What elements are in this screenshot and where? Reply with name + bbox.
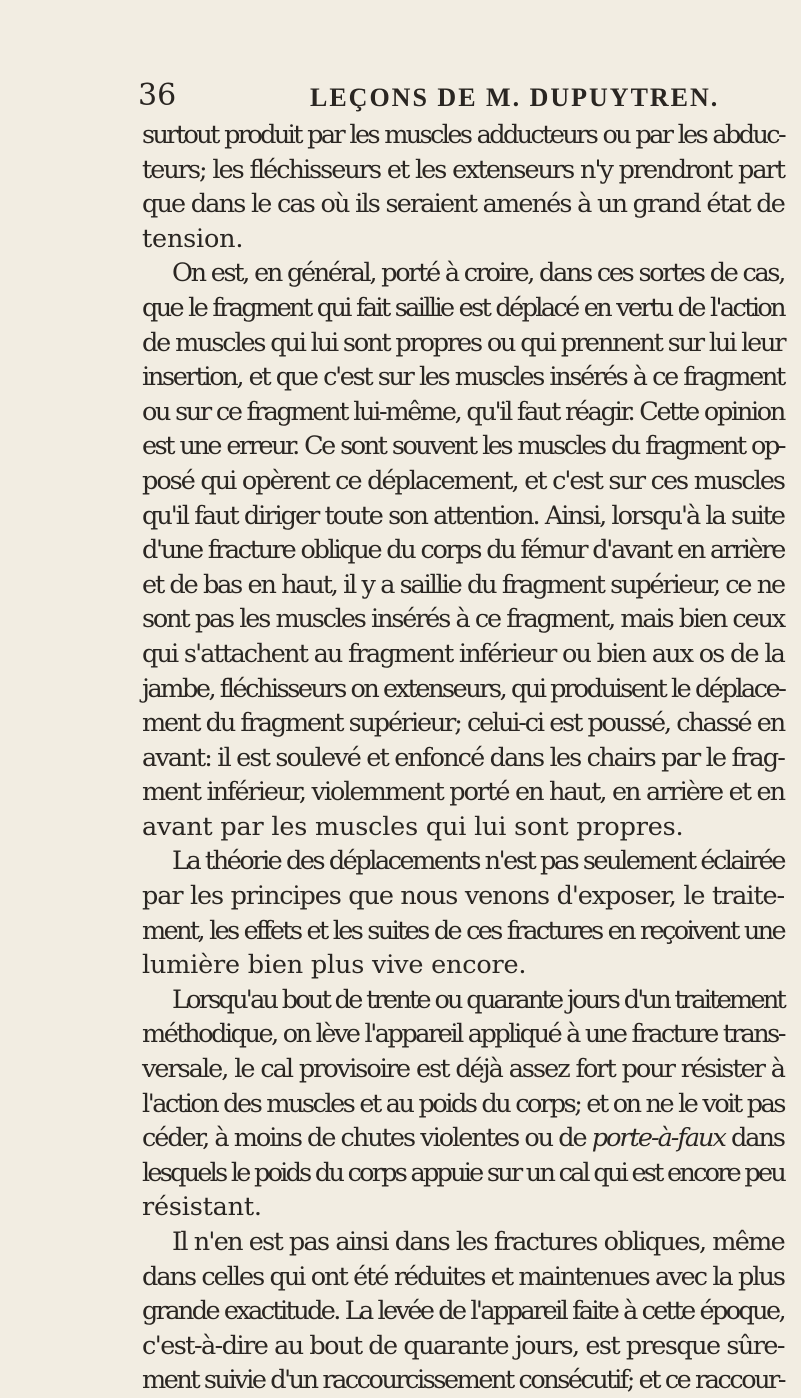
paragraph-start-line: Il n'en est pas ainsi dans les fractures obliques, même	[172, 1227, 784, 1257]
paragraph-start-line: Lorsqu'au bout de trente ou quarante jours d'un traitement	[172, 984, 784, 1015]
text-segment: dans	[730, 1123, 785, 1154]
text-line: ment inférieur, violemment porté en haut, en arrière et en	[142, 777, 784, 808]
text-line: par les principes que nous venons d'exposer, le traite-	[142, 881, 784, 912]
text-line: l'action des muscles et au poids du corps; et on ne le voit pas	[142, 1088, 784, 1119]
text-line: ment suivie d'un raccourcissement consécutif; et ce raccour-	[142, 1365, 784, 1396]
text-line: que le fragment qui fait saillie est déplacé en vertu de l'action	[142, 292, 784, 323]
text-line: d'une fracture oblique du corps du fémur d'avant en arrière	[142, 535, 784, 566]
text-line: qui s'attachent au fragment inférieur ou bien aux os de la	[142, 638, 784, 669]
text-line: surtout produit par les muscles adducteurs ou par les abduc-	[142, 120, 784, 150]
text-line: grande exactitude. La levée de l'appareil faite à cette époque,	[142, 1296, 784, 1327]
text-segment: céder, à moins de chutes violentes ou de	[142, 1123, 586, 1154]
paragraph-start-line: On est, en général, porté à croire, dans ces sortes de cas,	[172, 258, 784, 289]
paragraph-start-line: La théorie des déplacements n'est pas seulement éclairée	[172, 846, 784, 877]
text-line: lumière bien plus vive encore.	[142, 950, 527, 981]
text-line: dans celles qui ont été réduites et maintenues avec la plus	[142, 1261, 784, 1292]
body-text	[142, 118, 784, 1398]
text-line: ou sur ce fragment lui-même, qu'il faut réagir. Cette opinion	[142, 396, 784, 427]
text-line: versale, le cal provisoire est déjà assez fort pour résister à	[142, 1054, 784, 1085]
text-line: sont pas les muscles insérés à ce fragment, mais bien ceux	[142, 604, 784, 635]
running-head: LEÇONS DE M. DUPUYTREN.	[310, 83, 720, 112]
text-line: de muscles qui lui sont propres ou qui prennent sur lui leur	[142, 327, 785, 358]
text-line: insertion, et que c'est sur les muscles insérés à ce fragment	[142, 362, 784, 393]
text-line-mixed	[142, 1121, 784, 1156]
text-line: avant par les muscles qui lui sont propres.	[142, 811, 684, 842]
text-line: méthodique, on lève l'appareil appliqué à une fracture trans-	[142, 1019, 784, 1050]
text-line: est une erreur. Ce sont souvent les muscles du fragment op-	[142, 431, 784, 462]
text-line: qu'il faut diriger toute son attention. Ainsi, lorsqu'à la suite	[142, 500, 784, 531]
text-line: que dans le cas où ils seraient amenés à un grand état de	[142, 189, 784, 220]
text-line: ment du fragment supérieur; celui-ci est poussé, chassé en	[142, 708, 784, 739]
text-line: et de bas en haut, il y a saillie du fragment supérieur, ce ne	[142, 569, 784, 600]
text-line: teurs; les fléchisseurs et les extenseurs n'y prendront part	[142, 154, 784, 185]
text-line: résistant.	[142, 1192, 262, 1223]
text-line: posé qui opèrent ce déplacement, et c'est sur ces muscles	[142, 465, 784, 496]
text-line: jambe, fléchisseurs on extenseurs, qui produisent le déplace-	[142, 673, 785, 704]
text-line: tension.	[142, 223, 244, 254]
text-line: avant: il est soulevé et enfoncé dans les chairs par le frag-	[142, 742, 784, 773]
text-line: ment, les effets et les suites de ces fractures en reçoivent une	[142, 915, 784, 946]
text-line: c'est-à-dire au bout de quarante jours, est presque sûre-	[142, 1330, 784, 1361]
page-number: 36	[138, 78, 177, 113]
italic-term: porte-à-faux	[591, 1123, 725, 1154]
text-line: lesquels le poids du corps appuie sur un cal qui est encore peu	[142, 1157, 784, 1188]
page-header	[138, 78, 778, 118]
